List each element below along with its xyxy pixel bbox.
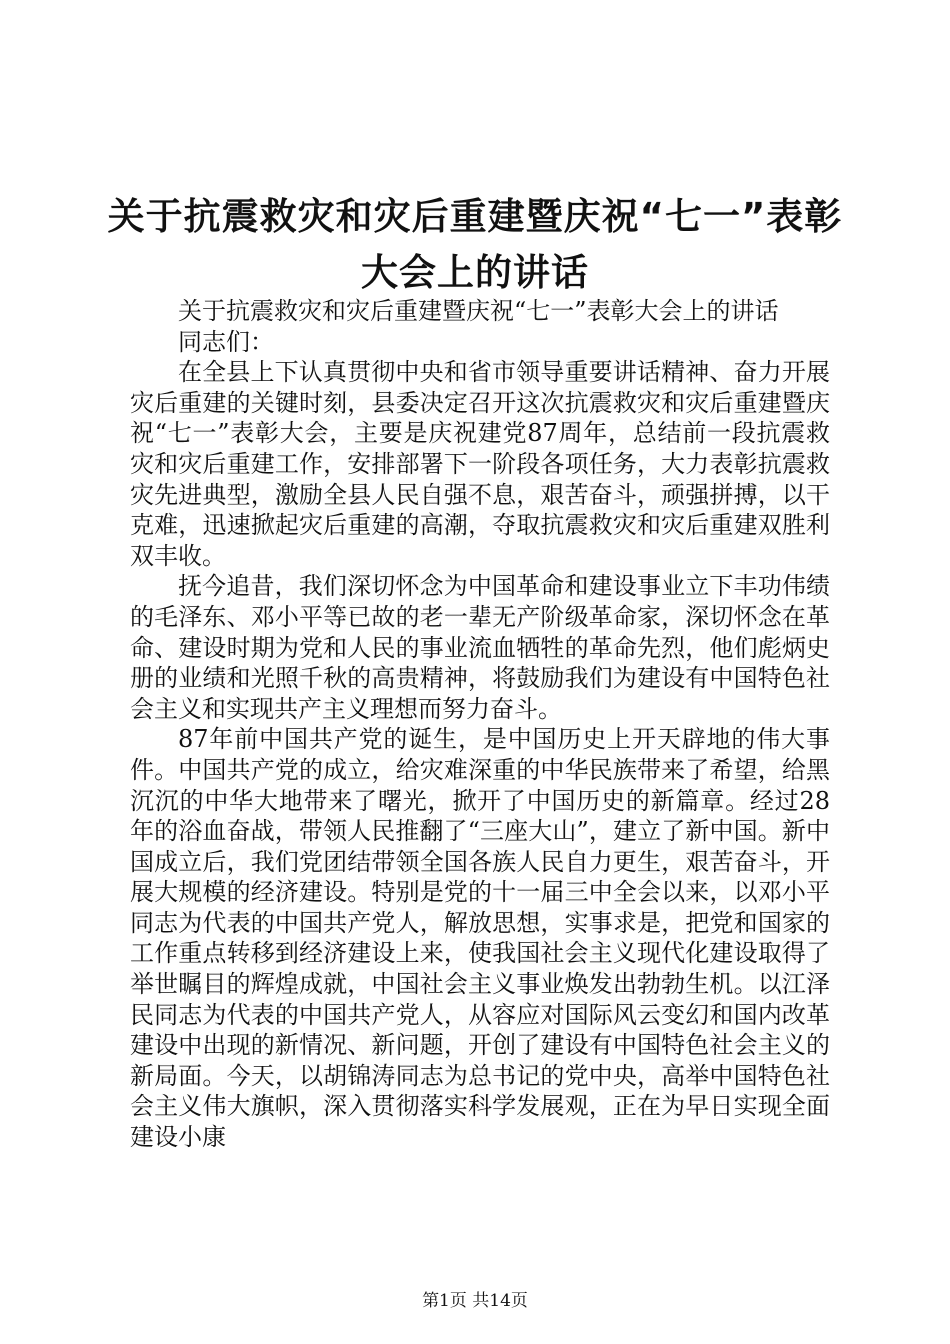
document-title-line-2: 大会上的讲话: [361, 251, 589, 294]
body-paragraph: 在全县上下认真贯彻中央和省市领导重要讲话精神、奋力开展灾后重建的关键时刻，县委决定召开这次抗震救灾和灾后重建暨庆祝“七一”表彰大会，主要是庆祝建党87周年，总结前一段抗震救灾和灾后重建工作，安排部署下一阶段各项任务，大力表彰抗震救灾先进典型，激励全县人民自强不息，艰苦奋斗，顽强拼搏，以干克难，迅速掀起灾后重建的高潮，夺取抗震救灾和灾后重建双胜利双丰收。: [130, 358, 830, 570]
body-paragraph: 抚今追昔，我们深切怀念为中国革命和建设事业立下丰功伟绩的毛泽东、邓小平等已故的老一辈无产阶级革命家，深切怀念在革命、建设时期为党和人民的事业流血牺牲的革命先烈，他们彪炳史册的业绩和光照千秋的高贵精神，将鼓励我们为建设有中国特色社会主义和实现共产主义理想而努力奋斗。: [130, 572, 830, 723]
body-paragraph: 87年前中国共产党的诞生，是中国历史上开天辟地的伟大事件。中国共产党的成立，给灾难深重的中华民族带来了希望，给黑沉沉的中华大地带来了曙光，掀开了中国历史的新篇章。经过28年的浴血奋战，带领人民推翻了“三座大山”，建立了新中国。新中国成立后，我们党团结带领全国各族人民自力更生，艰苦奋斗，开展大规模的经济建设。特别是党的十一届三中全会以来，以邓小平同志为代表的中国共产党人，解放思想，实事求是，把党和国家的工作重点转移到经济建设上来，使我国社会主义现代化建设取得了举世瞩目的辉煌成就，中国社会主义事业焕发出勃勃生机。以江泽民同志为代表的中国共产党人，从容应对国际风云变幻和国内改革建设中出现的新情况、新问题，开创了建设有中国特色社会主义的新局面。今天，以胡锦涛同志为总书记的党中央，高举中国特色社会主义伟大旗帜，深入贯彻落实科学发展观，正在为早日实现全面建设小康: [130, 725, 830, 1152]
page-number-footer: 第1页 共14页: [422, 1291, 528, 1311]
document-title-line-1: 关于抗震救灾和灾后重建暨庆祝“七一”表彰: [107, 195, 843, 238]
document-body: [130, 296, 830, 1153]
body-paragraph-heading: 关于抗震救灾和灾后重建暨庆祝“七一”表彰大会上的讲话: [178, 297, 779, 325]
body-paragraph-salutation: 同志们：: [178, 327, 274, 356]
